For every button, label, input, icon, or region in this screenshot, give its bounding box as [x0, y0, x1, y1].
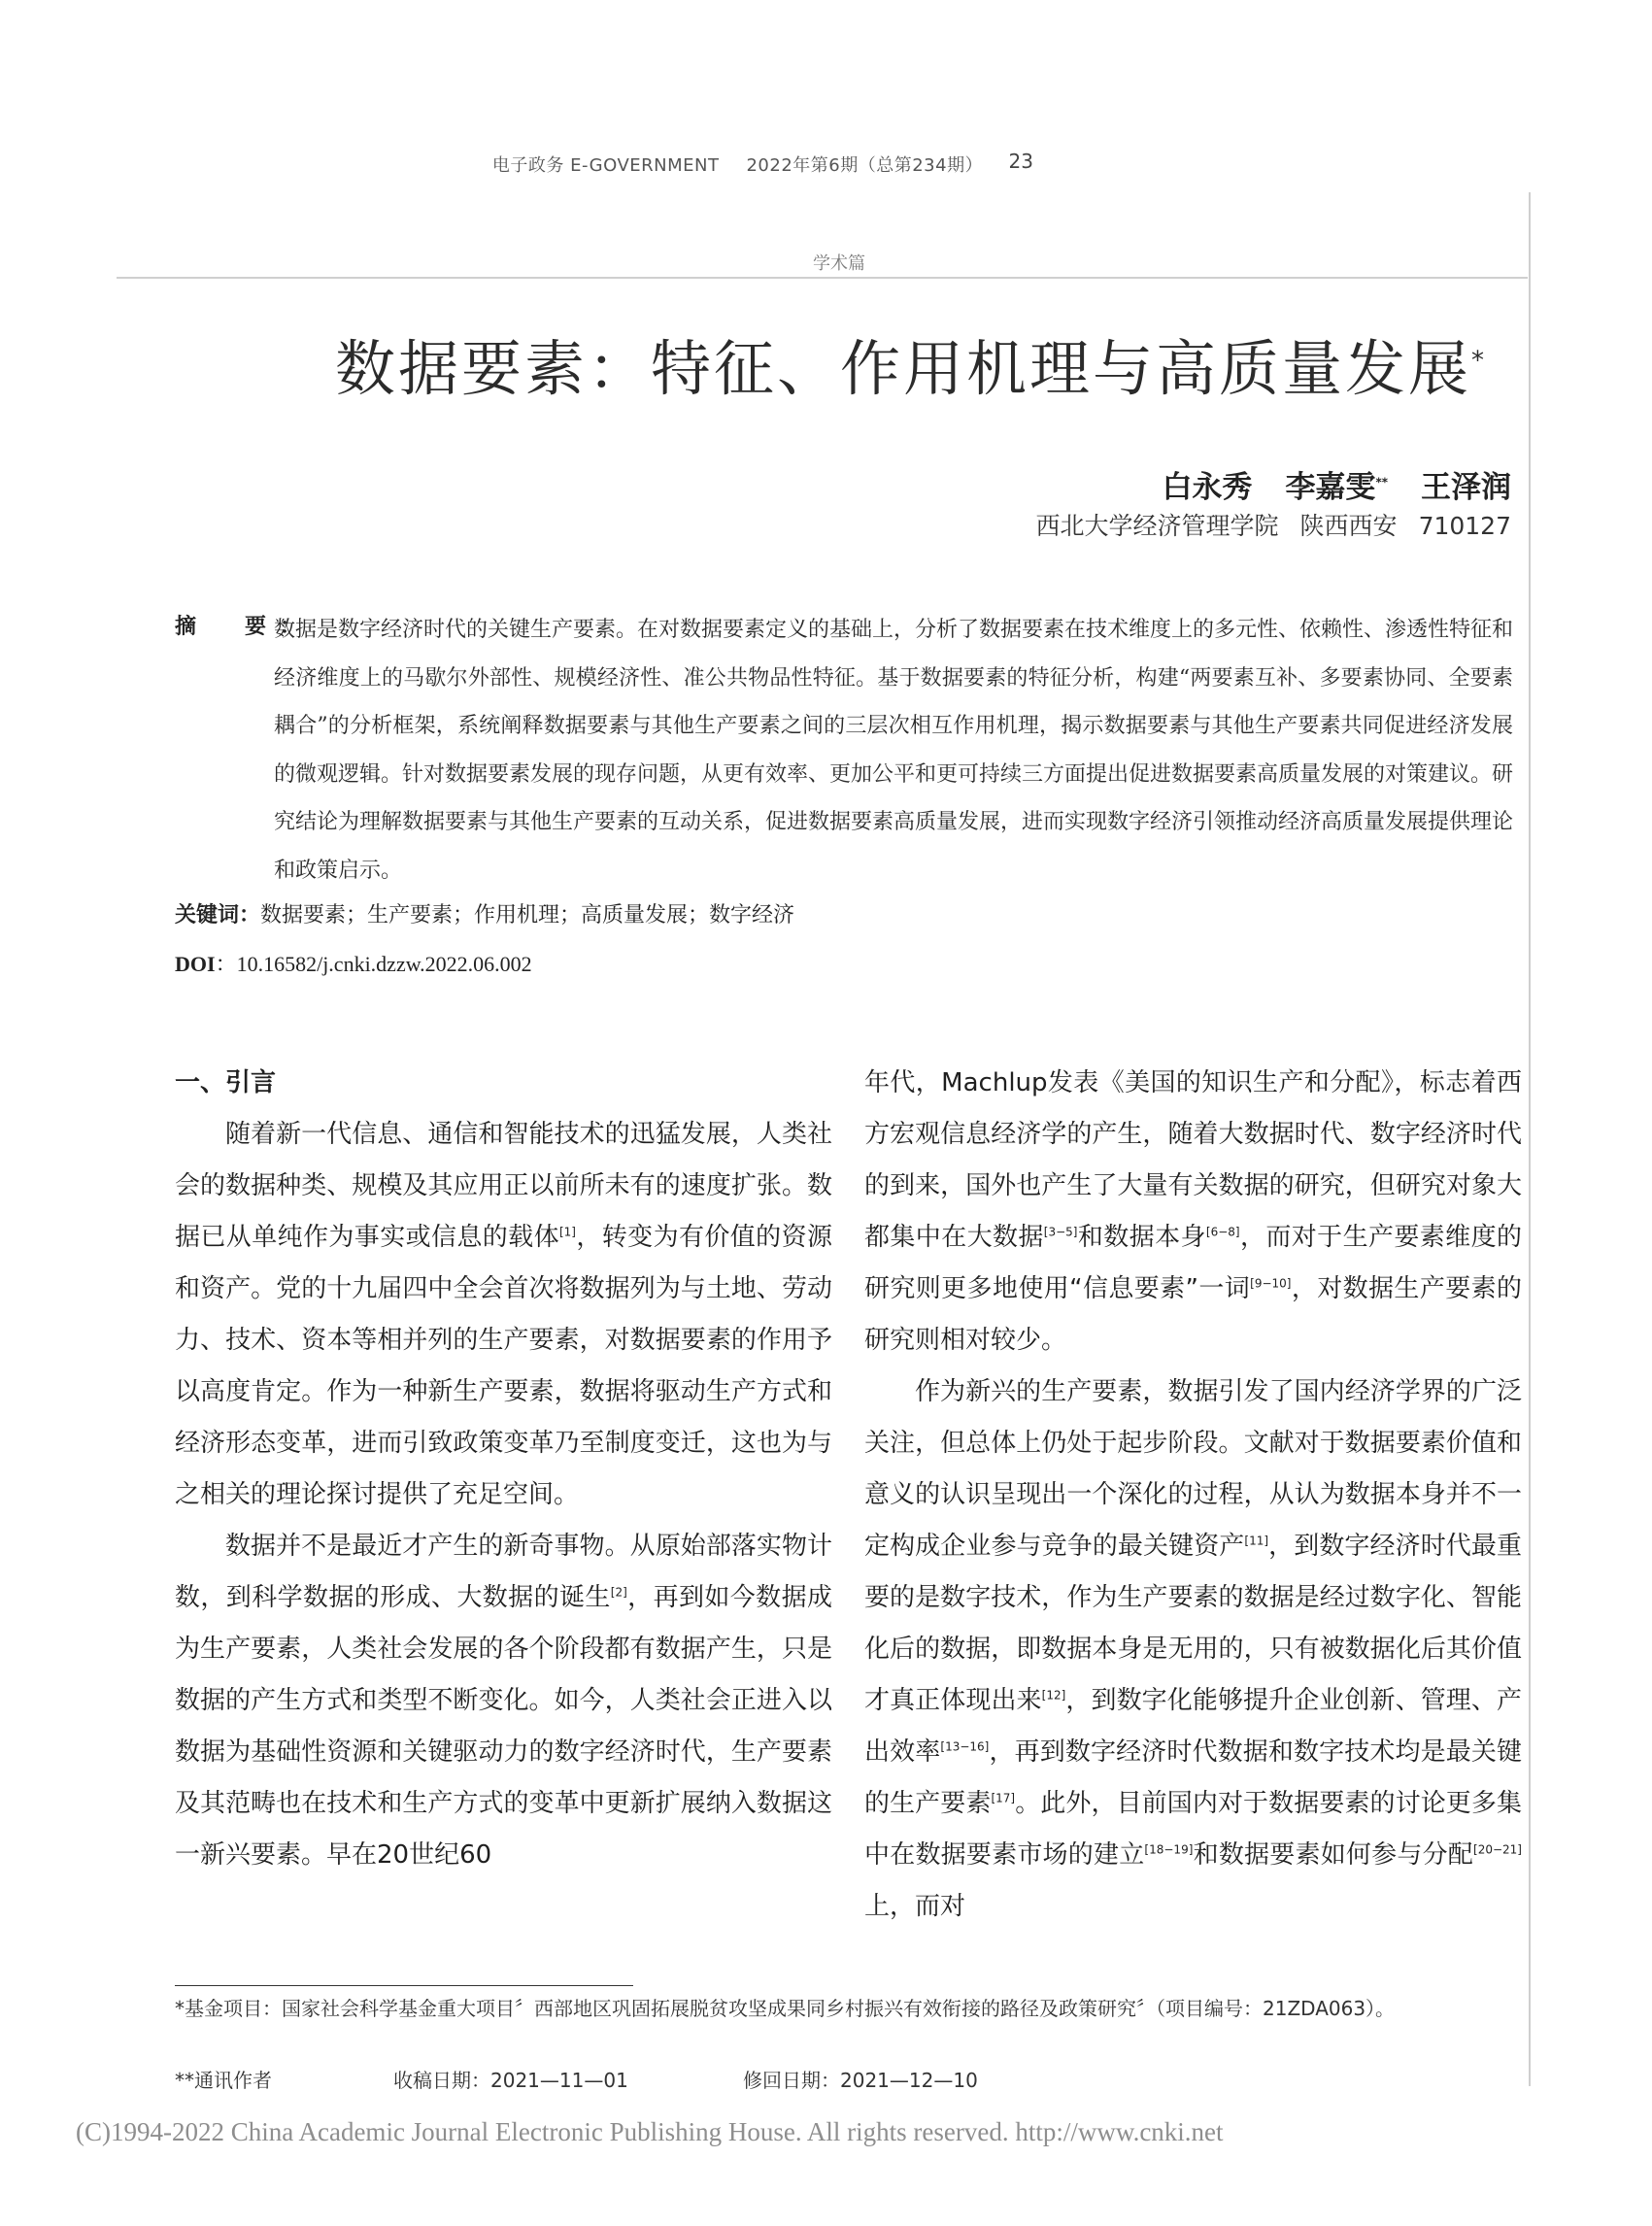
citation: [9−10]	[1250, 1276, 1292, 1291]
header-rule	[117, 277, 1528, 279]
footnote-rule	[175, 1985, 633, 1986]
vertical-rule	[1529, 192, 1531, 2086]
citation: [13−16]	[940, 1739, 990, 1754]
doi-label: DOI	[175, 952, 216, 976]
copyright-notice: (C)1994-2022 China Academic Journal Electronic Publishing House. All rights reserved. http://www.cnki.net	[76, 2117, 1224, 2146]
footnote-dates	[175, 2065, 978, 2093]
affiliation	[1036, 507, 1511, 542]
citation: [12]	[1041, 1688, 1066, 1703]
author-name: 白永秀	[1162, 470, 1253, 505]
citation: [1]	[558, 1225, 576, 1239]
received-date: 收稿日期：2021—11—01	[393, 2069, 628, 2092]
citation: [2]	[610, 1585, 627, 1600]
keywords	[175, 898, 794, 928]
citation: [6−8]	[1205, 1225, 1240, 1239]
citation: [11]	[1244, 1534, 1269, 1548]
corresponding-author-note: **通讯作者	[175, 2069, 272, 2092]
postcode: 710127	[1418, 512, 1511, 540]
page-number: 23	[1008, 150, 1033, 173]
author-name: 王泽润	[1421, 470, 1511, 505]
footnote-fund: *基金项目：国家社会科学基金重大项目〞西部地区巩固拓展脱贫攻坚成果同乡村振兴有效衔接的路径及政策研究〞（项目编号：21ZDA063）。	[175, 1997, 1396, 2020]
corresponding-author-mark: **	[1375, 475, 1388, 489]
institution: 西北大学经济管理学院	[1035, 512, 1279, 540]
citation: [17]	[991, 1791, 1016, 1805]
body-column-right	[864, 1058, 1522, 1933]
journal-name: 电子政务 E-GOVERNMENT	[491, 155, 720, 176]
city: 陕西西安	[1299, 512, 1398, 540]
keywords-value: 数据要素；生产要素；作用机理；高质量发展；数字经济	[260, 903, 795, 928]
doi: DOI：10.16582/j.cnki.dzzw.2022.06.002	[175, 952, 532, 977]
abstract-label: 摘 要：	[175, 615, 316, 639]
issue-info: 2022年第6期（总第234期）	[746, 155, 984, 176]
title-footnote-mark: *	[1471, 346, 1487, 376]
abstract-text: 数据是数字经济时代的关键生产要素。在对数据要素定义的基础上，分析了数据要素在技术维度上的多元性、依赖性、渗透性特征和经济维度上的马歇尔外部性、规模经济性、准公共物品性特征。基于数据要素的特征分析，构建“两要素互补、多要素协同、全要素耦合”的分析框架，系统阐释数据要素与其他生产要素之间的三层次相互作用机理，揭示数据要素与其他生产要素共同促进经济发展的微观逻辑。针对数据要素发展的现存问题，从更有效率、更加公平和更可持续三方面提出促进数据要素高质量发展的对策建议。研究结论为理解数据要素与其他生产要素的互动关系，促进数据要素高质量发展，进而实现数字经济引领推动经济高质量发展提供理论和政策启示。	[274, 618, 1514, 883]
body-paragraph: 年代，Machlup发表《美国的知识生产和分配》，标志着西方宏观信息经济学的产生，随着大数据时代、数字经济时代的到来，国外也产生了大量有关数据的研究，但研究对象大都集中在大数据[3−5]和数据本身[6−8]，而对于生产要素维度的研究则更多地使用“信息要素”一词[9−10]，对数据生产要素的研究则相对较少。	[864, 1068, 1522, 1355]
body-paragraph: 随着新一代信息、通信和智能技术的迅猛发展，人类社会的数据种类、规模及其应用正以前所未有的速度扩张。数据已从单纯作为事实或信息的载体[1]，转变为有价值的资源和资产。党的十九届四中全会首次将数据列为与土地、劳动力、技术、资本等相并列的生产要素，对数据要素的作用予以高度肯定。作为一种新生产要素，数据将驱动生产方式和经济形态变革，进而引致政策变革乃至制度变迁，这也为与之相关的理论探讨提供了充足空间。	[175, 1120, 832, 1509]
section-heading: 一、引言	[175, 1068, 277, 1097]
running-header	[492, 152, 1033, 177]
author-list	[1162, 462, 1511, 506]
author-name: 李嘉雯	[1285, 470, 1376, 505]
citation: [3−5]	[1043, 1225, 1078, 1239]
citation: [20−21]	[1473, 1842, 1522, 1857]
body-column-left	[175, 1058, 832, 1881]
doi-value: 10.16582/j.cnki.dzzw.2022.06.002	[236, 952, 532, 976]
section-label: 学术篇	[813, 253, 865, 274]
revised-date: 修回日期：2021—12—10	[743, 2069, 978, 2092]
body-paragraph: 数据并不是最近才产生的新奇事物。从原始部落实物计数，到科学数据的形成、大数据的诞生[2]，再到如今数据成为生产要素，人类社会发展的各个阶段都有数据产生，只是数据的产生方式和类型不断变化。如今，人类社会正进入以数据为基础性资源和关键驱动力的数字经济时代，生产要素及其范畴也在技术和生产方式的变革中更新扩展纳入数据这一新兴要素。早在20世纪60	[175, 1532, 832, 1870]
paper-title: 数据要素：特征、作用机理与高质量发展*	[334, 333, 1487, 404]
citation: [18−19]	[1144, 1842, 1194, 1857]
keywords-label: 关键词：	[175, 903, 261, 928]
body-paragraph: 作为新兴的生产要素，数据引发了国内经济学界的广泛关注，但总体上仍处于起步阶段。文献对于数据要素价值和意义的认识呈现出一个深化的过程，从认为数据本身并不一定构成企业参与竞争的最关键资产[11]，到数字经济时代最重要的是数字技术，作为生产要素的数据是经过数字化、智能化后的数据，即数据本身是无用的，只有被数据化后其价值才真正体现出来[12]，到数字化能够提升企业创新、管理、产出效率[13−16]，再到数字经济时代数据和数字技术均是最关键的生产要素[17]。此外，目前国内对于数据要素的讨论更多集中在数据要素市场的建立[18−19]和数据要素如何参与分配[20−21]上，而对	[864, 1377, 1522, 1921]
